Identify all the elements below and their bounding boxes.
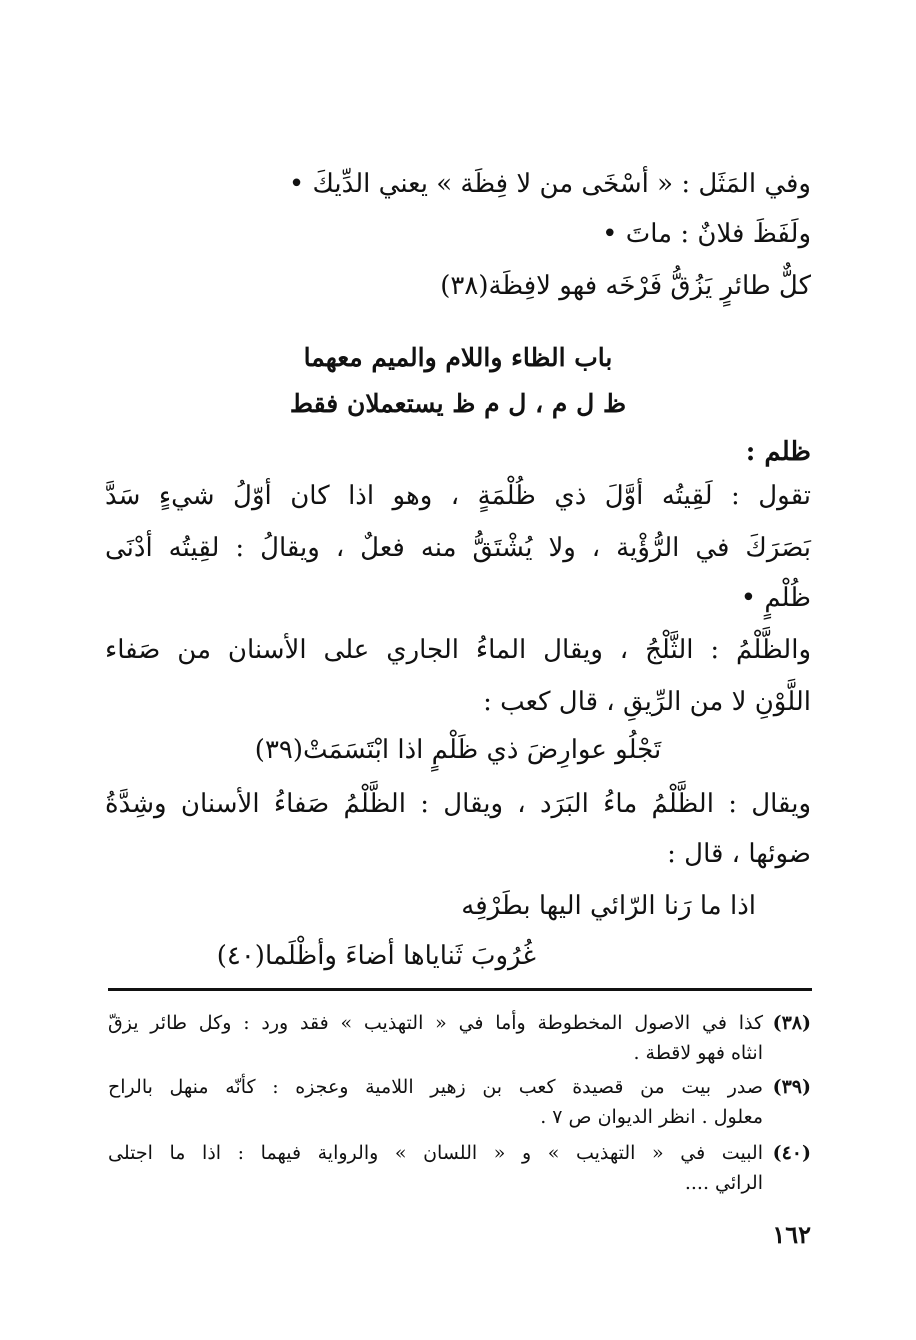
footnote-text: كذا في الاصول المخطوطة وأما في « التهذيب » فقد ورد : وكل طائر يزقّ	[108, 1012, 763, 1034]
text-line: ضوئها ، قال :	[667, 839, 811, 869]
text-line: والظَّلْمُ : الثَّلْجُ ، ويقال الماءُ الجاري على الأسنان من صَفاء	[105, 635, 811, 665]
verse-line: غُرُوبَ ثَناياها أضاءَ وأظْلَما(٤٠)	[216, 941, 536, 971]
footnote-number: (٣٩)	[772, 1076, 811, 1098]
text-line: بَصَرَكَ في الرُّؤْية ، ولا يُشْتَقُّ منه فعلٌ ، ويقالُ : لقِيتُه أدْنَى	[105, 533, 811, 563]
page-number: ١٦٢	[772, 1220, 811, 1249]
verse-line: تَجْلُو عوارِضَ ذي ظَلْمٍ اذا ابْتَسَمَتْ(٣٩)	[254, 735, 662, 765]
text-line: ظُلْمٍ •	[740, 583, 811, 613]
chapter-subtitle: ظ ل م ، ل م ظ يستعملان فقط	[289, 389, 627, 418]
chapter-title: باب الظاء واللام والميم معهما	[303, 343, 613, 372]
footnote-text: انثاه فهو لاقطة .	[633, 1042, 763, 1064]
footnote-divider	[108, 988, 812, 991]
verse-line: كلٌّ طائرٍ يَزُقُّ فَرْخَه فهو لافِظَة(٣٨)	[440, 271, 811, 301]
footnote-text: معلول . انظر الديوان ص ٧ .	[540, 1106, 763, 1128]
text-line: ولَفَظَ فلانٌ : ماتَ •	[602, 219, 811, 249]
text-line: اللَّوْنِ لا من الرِّيقِ ، قال كعب :	[483, 687, 811, 717]
footnote-text: الرائي ....	[684, 1172, 763, 1194]
footnote-number: (٤٠)	[772, 1142, 811, 1164]
footnote-text: البيت في « التهذيب » و « اللسان » والرواية فيهما : اذا ما اجتلى	[108, 1142, 763, 1164]
text-line: ويقال : الظَّلْمُ ماءُ البَرَد ، ويقال : الظَّلْمُ صَفاءُ الأسنان وشِدَّةُ	[105, 789, 811, 819]
verse-line: اذا ما رَنا الرّائي اليها بطَرْفِه	[461, 891, 756, 921]
entry-heading: ظلم :	[745, 437, 811, 467]
text-line: تقول : لَقِيتُه أوَّلَ ذي ظُلْمَةٍ ، وهو اذا كان أوّلُ شيءٍ سَدَّ	[105, 481, 811, 511]
footnote-number: (٣٨)	[772, 1012, 811, 1034]
footnote-text: صدر بيت من قصيدة كعب بن زهير اللامية وعجزه : كأنّه منهل بالراح	[108, 1076, 763, 1098]
proverb-line: وفي المَثَل : « أسْخَى من لا فِظَة » يعني الدِّيكَ •	[288, 169, 811, 199]
